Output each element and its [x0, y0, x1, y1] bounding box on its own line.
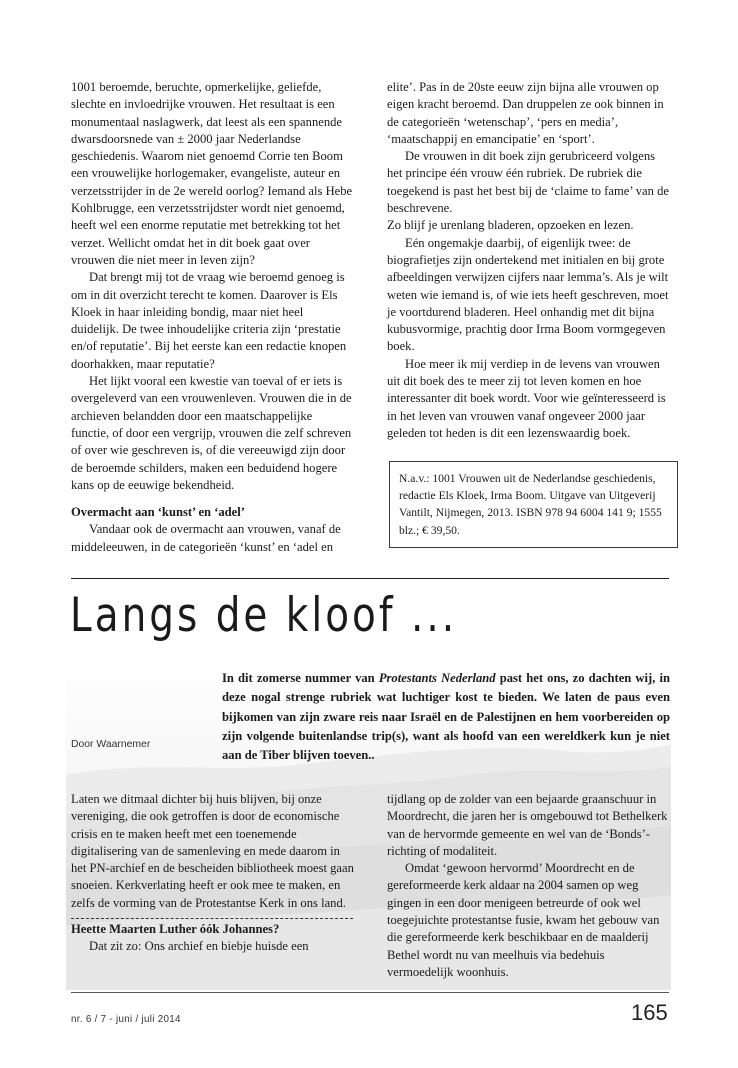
- section-divider: [71, 578, 669, 579]
- column-lead: In dit zomerse nummer van Protestants Nederland past het ons, zo dachten wij, in deze nogal strenge rubriek wat luchtiger kost te bieden. We laten de paus even bijkomen van zijn zware reis naar Israël en de Palestijnen en hem voorbereiden op zijn volgende buitenlandse trip(s), want als hoofd van een wereldkerk kun je niet aan de Tiber blijven toeven..: [222, 671, 670, 763]
- column-title: Langs de kloof ...: [70, 588, 458, 643]
- subheading: Overmacht aan ‘kunst’ en ‘adel’: [71, 505, 245, 520]
- column-left-text: [71, 791, 356, 956]
- page-number: 165: [631, 1000, 668, 1025]
- paragraph: De vrouwen in dit boek zijn gerubriceerd volgens het principe één vrouw één rubriek. De rubriek die toegekend is past het best bij de ‘claime to fame’ van de beschrevene.: [387, 149, 669, 216]
- paragraph: Eén ongemakje daarbij, of eigenlijk twee: de biografietjes zijn ondertekend met initialen en bij grote afbeeldingen verwijzen cijfers naar lemma’s. Als je wilt weten wie iemand is, of wie iets heeft geschreven, moet je voortdurend bladeren. Heel onhandig met dit bijna kubusvormige, prachtig door Irma Boom vormgegeven boek.: [387, 235, 669, 354]
- paragraph: Dat zit zo: Ons archief en biebje huisde een: [89, 939, 309, 954]
- paragraph: Het lijkt vooral een kwestie van toeval of er iets is overgeleverd van een vrouwenleven. Vrouwen die in de archieven belandden door een maatschappelijke functie, of door een vergrijp, vrouwen die zelf schreven of over wie geschreven is, of die vereeuwigd zijn door de beroemde schilders, maken een beduidend hogere kans op de eeuwige bekendheid.: [71, 374, 352, 492]
- top-article-left-column: [71, 79, 353, 556]
- paragraph: 1001 beroemde, beruchte, opmerkelijke, geliefde, slechte en invloedrijke vrouwen. Het resultaat is een monumentaal naslagwerk, dat leest als een spannende dwarsdoorsnede van ± 2000 jaar Nederlandse geschiedenis. Waarom niet genoemd Corrie ten Boom een vrouwelijke horlogemaker, evangeliste, auteur en verzetsstrijder in de 2e wereld oorlog? Iemand als Hebe Kohlbrugge, een verzetsstrijdster wordt niet genoemd, heeft wel een enorme reputatie met betrekking tot het verzet. Wellicht omdat het in dit boek gaat over vrouwen die niet meer in leven zijn?: [71, 80, 353, 267]
- paragraph: tijdlang op de zolder van een bejaarde graanschuur in Moordrecht, die jaren her is omgebouwd tot Bethelkerk van de hervormde gemeente en wel van de ‘Bonds’-richting of modaliteit.: [387, 792, 668, 858]
- top-article-right-column: [387, 79, 669, 442]
- paragraph: elite’. Pas in de 20ste eeuw zijn bijna alle vrouwen op eigen kracht beroemd. Dan druppelen ze ook binnen in de categorieën ‘wetenschap’, ‘pers en media’, ‘maatschappij en emancipatie’ en ‘sport’.: [387, 80, 664, 146]
- paragraph: Vandaar ook de overmacht aan vrouwen, vanaf de middeleeuwen, in de categorieën ‘kunst’ en ‘adel en: [71, 522, 341, 554]
- paragraph: Zo blijf je urenlang bladeren, opzoeken en lezen.: [387, 218, 634, 233]
- subheading: Heette Maarten Luther óók Johannes?: [71, 922, 280, 937]
- footer-divider: [71, 992, 669, 993]
- paragraph: Hoe meer ik mij verdiep in de levens van vrouwen uit dit boek des te meer zij tot leven komen en hoe interessanter dit boek wordt. Voor wie geïnteresseerd is in het leven van vrouwen vanaf ongeveer 2000 jaar geleden tot heden is dit een lezenswaardig boek.: [387, 356, 666, 440]
- byline: Door Waarnemer: [71, 739, 151, 750]
- issue-info: nr. 6 / 7 - juni / juli 2014: [71, 1014, 181, 1025]
- dashed-divider: [71, 918, 353, 919]
- paragraph: Dat brengt mij tot de vraag wie beroemd genoeg is om in dit overzicht terecht te komen. Daarover is Els Kloek in haar inleiding bondig, maar niet heel duidelijk. De twee inhoudelijke criteria zijn ‘prestatie en/of reputatie’. Bij het eerste kan een redactie knopen doorhakken, maar reputatie?: [71, 270, 347, 371]
- book-reference-box: N.a.v.: 1001 Vrouwen uit de Nederlandse geschiedenis, redactie Els Kloek, Irma Boom. Uitgave van Uitgeverij Vantilt, Nijmegen, 2013. ISBN 978 94 6004 141 9; 1555 blz.; € 39,50.: [389, 461, 678, 548]
- paragraph: Laten we ditmaal dichter bij huis blijven, bij onze vereniging, die ook getroffen is door de economische crisis en te maken heeft met een toenemende digitalisering van de samenleving en mede daarom in het PN-archief en de bescheiden bibliotheek moest gaan snoeien. Kerkverlating heeft er ook mee te maken, en zelfs de vorming van de Protestantse Kerk in ons land.: [71, 792, 354, 910]
- paragraph: Omdat ‘gewoon hervormd’ Moordrecht en de gereformeerde kerk aldaar na 2004 samen op weg gingen in een door menigeen betreurde of ook wel toegejuichte protestantse fusie, kwam het gebouw van die gereformeerde kerk beschikbaar en de maalderij Bethel wordt nu van meelhuis via bedehuis vermoedelijk woonhuis.: [387, 861, 660, 979]
- column-right-text: [387, 791, 669, 981]
